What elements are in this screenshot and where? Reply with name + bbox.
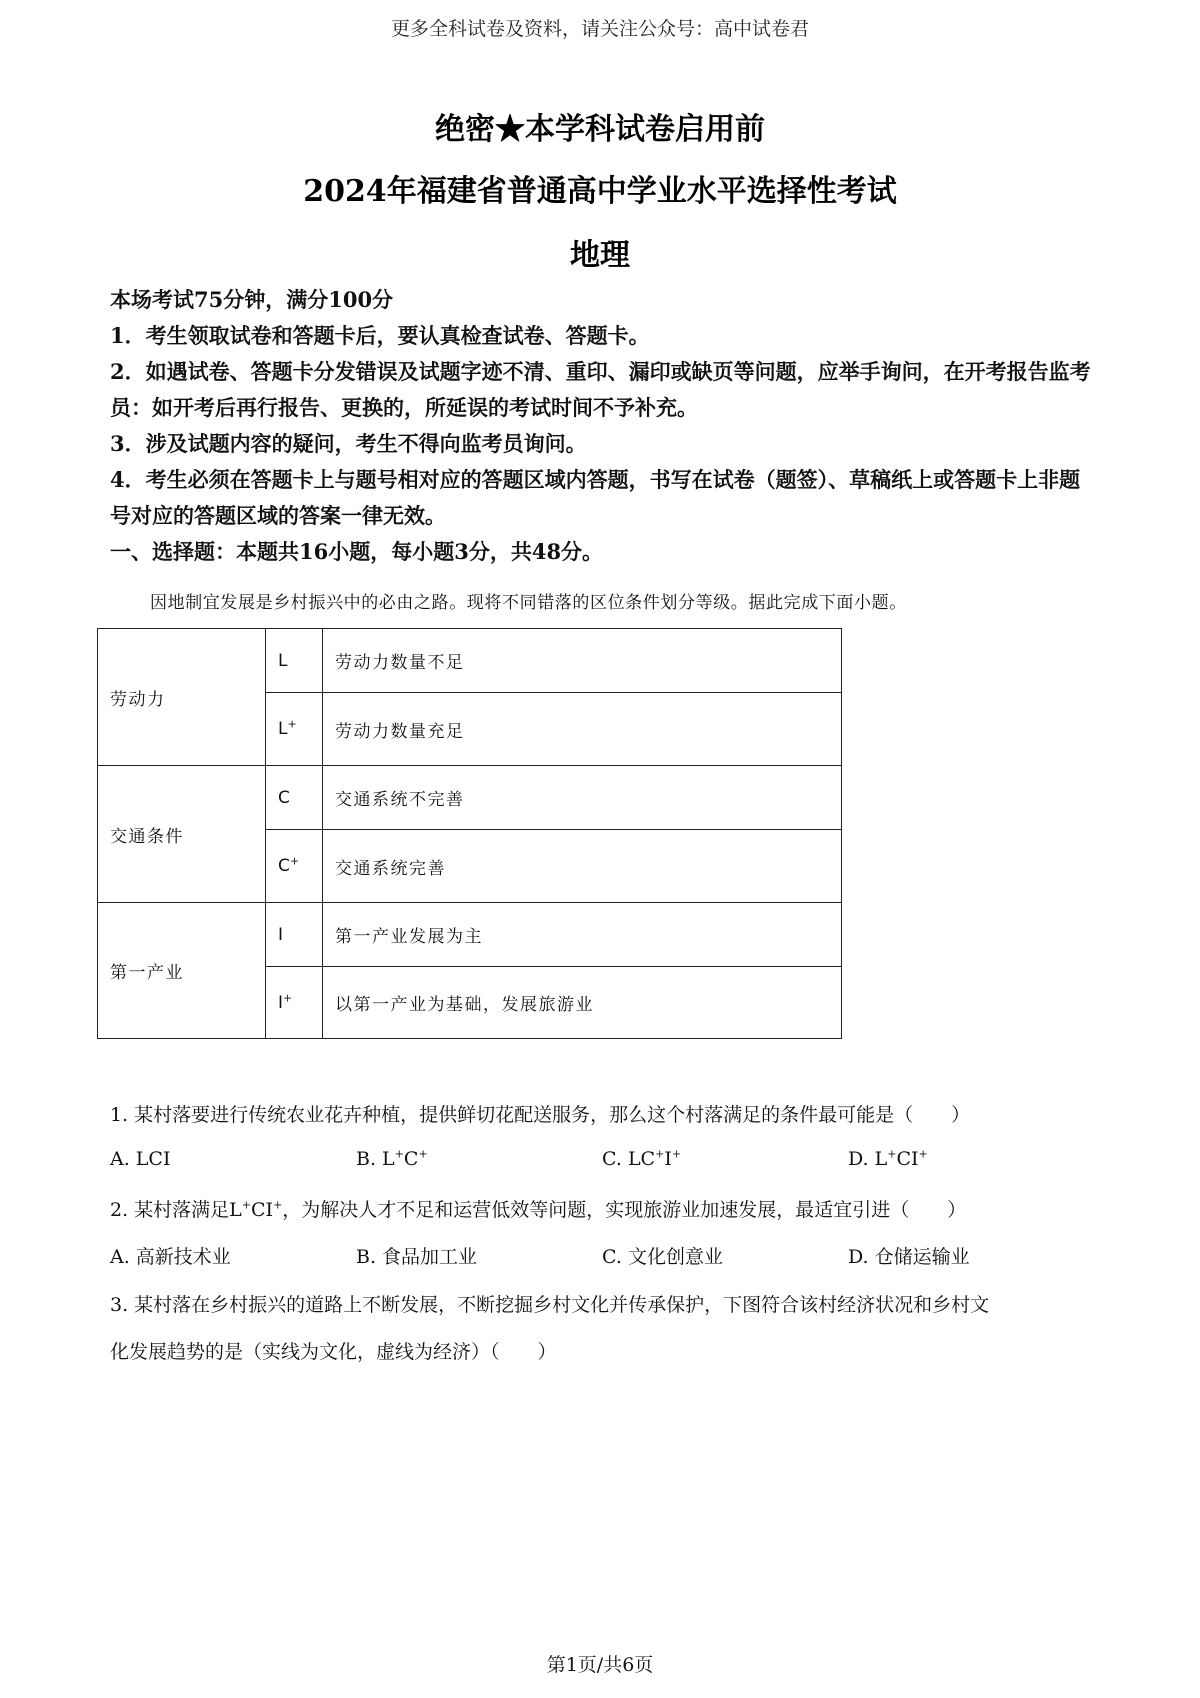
q1-option-c: C. LC+I+: [602, 1147, 682, 1170]
code-cell: C+: [266, 830, 323, 903]
question-2-options: [110, 1242, 1100, 1268]
instructions: [110, 282, 1100, 570]
description-cell: 交通系统不完善: [323, 766, 842, 830]
question-2-stem: 2. 某村落满足L+CI+，为解决人才不足和运营低效等问题，实现旅游业加速发展，最适宜引进（ ）: [110, 1198, 967, 1221]
q1-option-d: D. L+CI+: [848, 1147, 928, 1170]
code-cell: I+: [266, 967, 323, 1039]
description-cell: 以第一产业为基础，发展旅游业: [323, 967, 842, 1039]
category-primary-industry: 第一产业: [98, 903, 266, 1039]
category-traffic: 交通条件: [98, 766, 266, 903]
instruction-time: 本场考试75分钟，满分100分: [110, 287, 394, 312]
question-3-stem-line2: 化发展趋势的是（实线为文化，虚线为经济）（ ）: [110, 1341, 557, 1363]
subject-title: 地理: [570, 238, 630, 273]
location-conditions-table: [97, 628, 842, 1039]
q1-option-a: A. LCI: [110, 1148, 171, 1170]
description-cell: 劳动力数量充足: [323, 693, 842, 766]
exam-title: 2024年福建省普通高中学业水平选择性考试: [303, 174, 897, 209]
instruction-item-1: 1．考生领取试卷和答题卡后，要认真检查试卷、答题卡。: [110, 323, 650, 348]
question-3-stem-line1: 3. 某村落在乡村振兴的道路上不断发展，不断挖掘乡村文化并传承保护，下图符合该村经济状况和乡村文: [110, 1294, 990, 1316]
code-cell: L: [266, 629, 323, 693]
q2-option-a: A. 高新技术业: [110, 1246, 231, 1268]
q2-option-b: B. 食品加工业: [356, 1246, 478, 1268]
table-row: [98, 903, 842, 967]
q2-option-d: D. 仓储运输业: [848, 1246, 970, 1268]
confidential-title: 绝密★本学科试卷启用前: [435, 112, 765, 147]
instruction-item-3: 3．涉及试题内容的疑问，考生不得向监考员询问。: [110, 431, 587, 456]
question-1-stem: 1. 某村落要进行传统农业花卉种植，提供鲜切花配送服务，那么这个村落满足的条件最可能是（ ）: [110, 1104, 971, 1126]
category-labor: 劳动力: [98, 629, 266, 766]
q2-option-c: C. 文化创意业: [602, 1246, 723, 1268]
code-cell: I: [266, 903, 323, 967]
q1-option-b: B. L+C+: [356, 1147, 428, 1170]
code-cell: L+: [266, 693, 323, 766]
description-cell: 劳动力数量不足: [323, 629, 842, 693]
table-row: [98, 766, 842, 830]
code-cell: C: [266, 766, 323, 830]
instruction-item-2: 2．如遇试卷、答题卡分发错误及试题字迹不清、重印、漏印或缺页等问题，应举手询问，在开考报告监考员：如开考后再行报告、更换的，所延误的考试时间不予补充。: [110, 359, 1091, 420]
table-row: [98, 629, 842, 693]
question-intro: 因地制宜发展是乡村振兴中的必由之路。现将不同错落的区位条件划分等级。据此完成下面小题。: [150, 593, 907, 613]
section-title: 一、选择题：本题共16小题，每小题3分，共48分。: [110, 539, 604, 564]
description-cell: 第一产业发展为主: [323, 903, 842, 967]
instruction-item-4: 4．考生必须在答题卡上与题号相对应的答题区域内答题，书写在试卷（题签）、草稿纸上或答题卡上非题号对应的答题区域的答案一律无效。: [110, 467, 1081, 528]
page-footer: 第1页/共6页: [546, 1654, 654, 1676]
description-cell: 交通系统完善: [323, 830, 842, 903]
question-1-options: [110, 1148, 1100, 1174]
header-note: 更多全科试卷及资料，请关注公众号：高中试卷君: [390, 18, 809, 40]
